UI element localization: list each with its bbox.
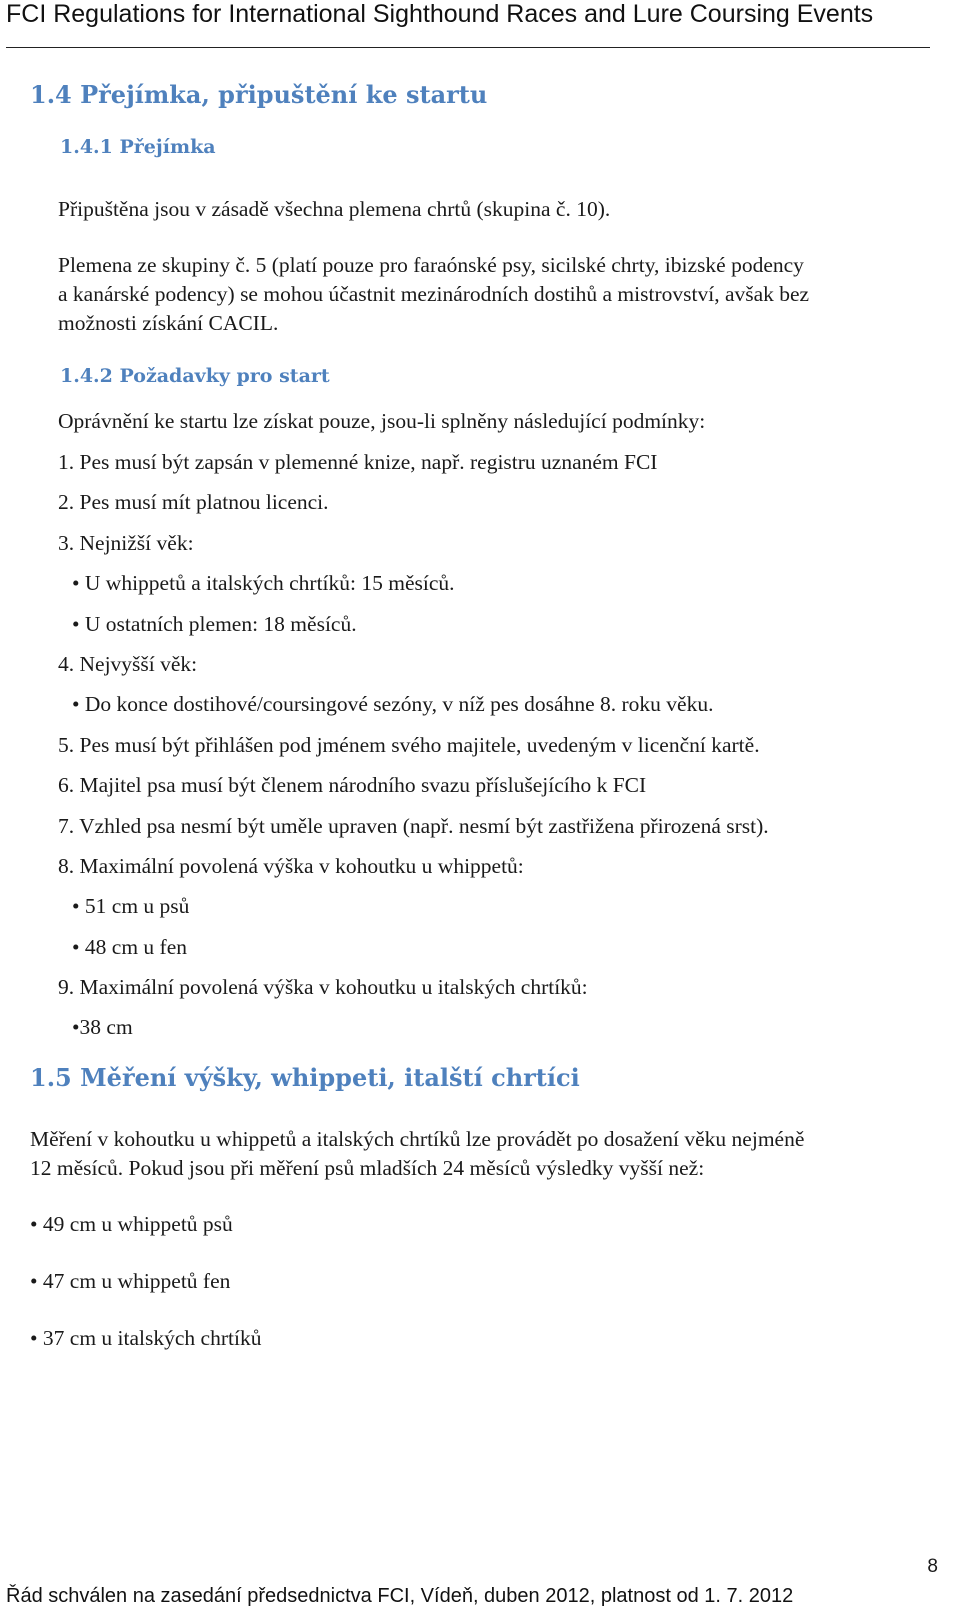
requirement-item: 6. Majitel psa musí být členem národního svazu příslušejícího k FCI: [58, 773, 647, 797]
requirement-bullet: •38 cm: [72, 1015, 133, 1039]
measurement-bullet: • 47 cm u whippetů fen: [30, 1269, 231, 1293]
paragraph-group5-line2: a kanárské podency) se mohou účastnit mezinárodních dostihů a mistrovství, avšak bez: [58, 282, 810, 306]
page-number: 8: [927, 1556, 938, 1577]
requirement-item: 9. Maximální povolená výška v kohoutku u italských chrtíků:: [58, 975, 588, 999]
requirement-bullet: • U whippetů a italských chrtíků: 15 měsíců.: [72, 571, 455, 595]
requirement-item: 1. Pes musí být zapsán v plemenné knize, např. registru uznaném FCI: [58, 450, 658, 474]
subsection-1-4-2-heading: 1.4.2 Požadavky pro start: [60, 365, 330, 387]
requirement-bullet: • 51 cm u psů: [72, 894, 190, 918]
requirement-item: 4. Nejvyšší věk:: [58, 652, 198, 676]
section-1-4-heading: 1.4 Přejímka, připuštění ke startu: [30, 80, 488, 109]
measurement-bullet: • 37 cm u italských chrtíků: [30, 1326, 262, 1350]
requirement-item: 7. Vzhled psa nesmí být uměle upraven (např. nesmí být zastřižena přirozená srst).: [58, 814, 769, 838]
paragraph-breeds-admitted: Připuštěna jsou v zásadě všechna plemena chrtů (skupina č. 10).: [58, 197, 611, 221]
measurement-paragraph-line2: 12 měsíců. Pokud jsou při měření psů mladších 24 měsíců výsledky vyšší než:: [30, 1156, 705, 1180]
measurement-bullet: • 49 cm u whippetů psů: [30, 1212, 233, 1236]
requirements-intro: Oprávnění ke startu lze získat pouze, jsou-li splněny následující podmínky:: [58, 409, 706, 433]
requirement-bullet: • Do konce dostihové/coursingové sezóny, v níž pes dosáhne 8. roku věku.: [72, 692, 714, 716]
requirement-item: 3. Nejnižší věk:: [58, 531, 194, 555]
header-divider: [6, 47, 930, 48]
requirement-item: 8. Maximální povolená výška v kohoutku u whippetů:: [58, 854, 524, 878]
requirement-item: 2. Pes musí mít platnou licenci.: [58, 490, 329, 514]
paragraph-group5-line3: možnosti získání CACIL.: [58, 311, 279, 335]
subsection-1-4-1-heading: 1.4.1 Přejímka: [60, 136, 216, 158]
requirement-bullet: • 48 cm u fen: [72, 935, 187, 959]
requirement-bullet: • U ostatních plemen: 18 měsíců.: [72, 612, 357, 636]
requirement-item: 5. Pes musí být přihlášen pod jménem svého majitele, uvedeným v licenční kartě.: [58, 733, 760, 757]
section-1-5-heading: 1.5 Měření výšky, whippeti, italští chrtíci: [30, 1063, 580, 1092]
page-header-title: FCI Regulations for International Sighthound Races and Lure Coursing Events: [6, 0, 874, 28]
paragraph-group5-line1: Plemena ze skupiny č. 5 (platí pouze pro faraónské psy, sicilské chrty, ibizské podency: [58, 253, 804, 277]
measurement-paragraph-line1: Měření v kohoutku u whippetů a italských chrtíků lze provádět po dosažení věku nejméně: [30, 1127, 805, 1151]
page-footer: Řád schválen na zasedání předsednictva FCI, Vídeň, duben 2012, platnost od 1. 7. 2012: [6, 1585, 794, 1607]
